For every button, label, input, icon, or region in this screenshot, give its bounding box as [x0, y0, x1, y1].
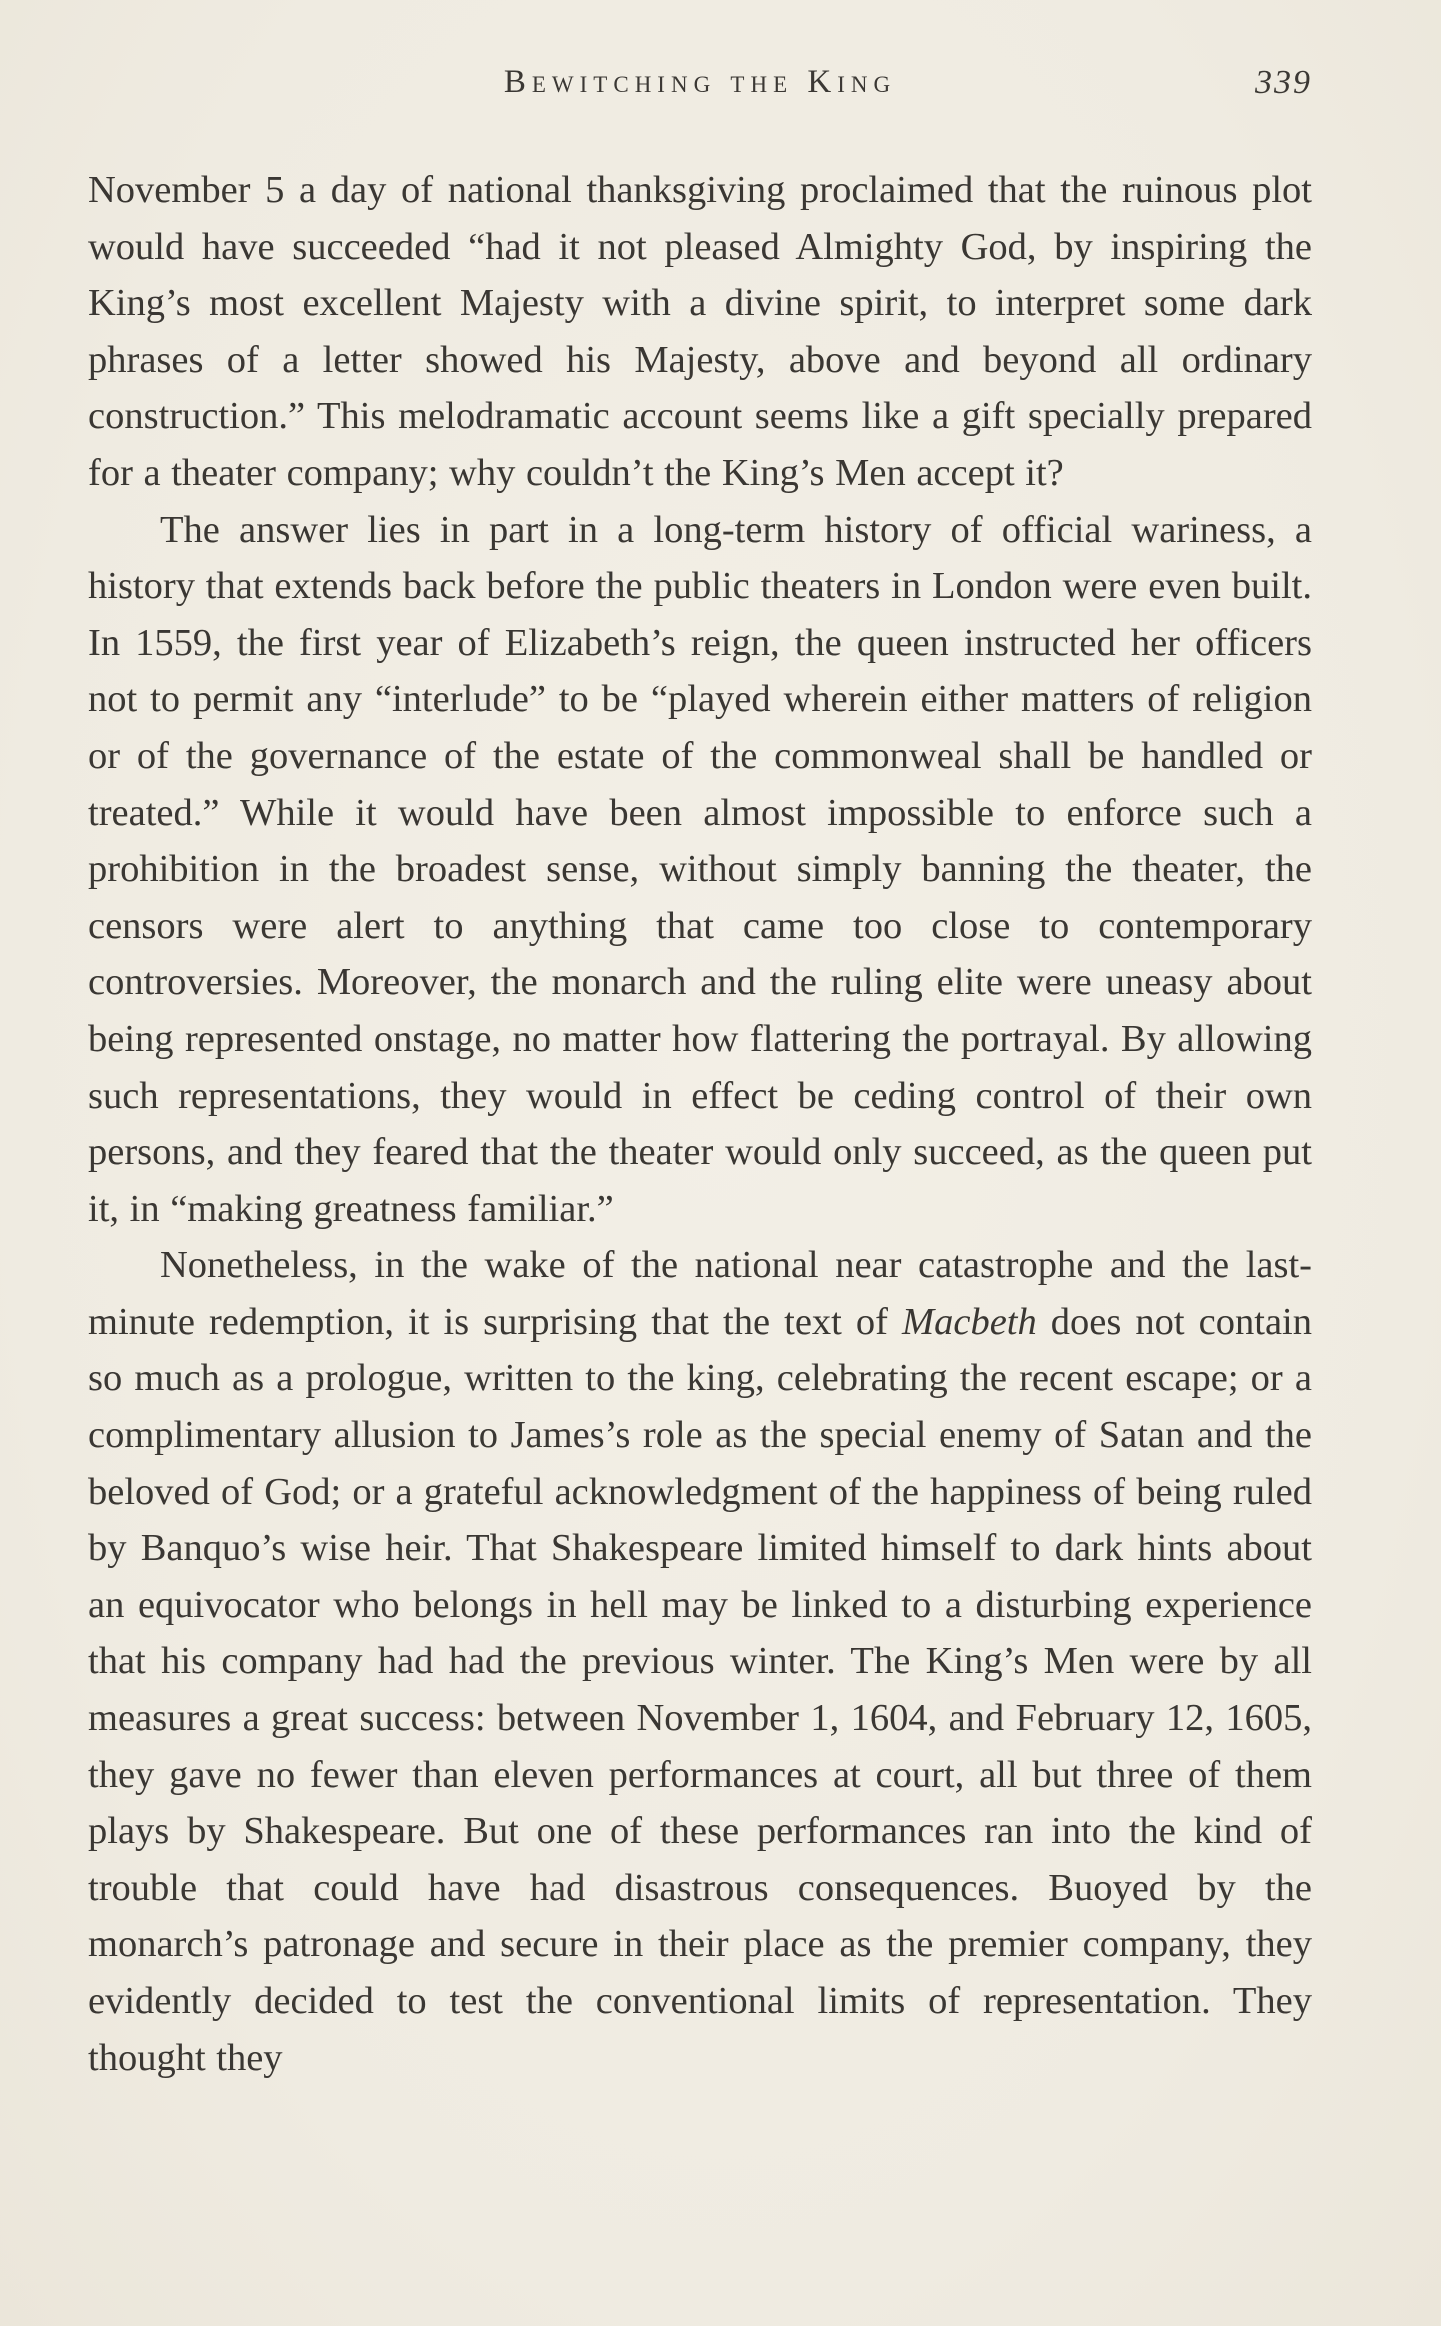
- body-text: [88, 162, 1312, 2086]
- paragraph-2: The answer lies in part in a long-term history of official wariness, a history that extends back before the public theaters in London were even built. In 1559, the first year of Elizabeth’s reign, the queen instructed her officers not to permit any “interlude” to be “played wherein either matters of religion or of the governance of the estate of the commonweal shall be handled or treated.” While it would have been almost impossible to enforce such a prohibition in the broadest sense, without simply banning the theater, the censors were alert to anything that came too close to contemporary controversies. Moreover, the monarch and the ruling elite were uneasy about being represented onstage, no matter how flattering the portrayal. By allowing such representations, they would in effect be ceding control of their own persons, and they feared that the theater would only succeed, as the queen put it, in “making greatness familiar.”: [88, 508, 1312, 1230]
- paragraph-3-text-after: does not contain so much as a prologue, written to the king, celebrating the recent escape; or a complimentary allusion to James’s role as the special enemy of Satan and the beloved of God; or a grateful acknowledgment of the happiness of being ruled by Banquo’s wise heir. That Shakespeare limited himself to dark hints about an equivocator who belongs in hell may be linked to a disturbing experience that his company had had the previous winter. The King’s Men were by all measures a great success: between November 1, 1604, and February 12, 1605, they gave no fewer than eleven performances at court, all but three of them plays by Shakespeare. But one of these performances ran into the kind of trouble that could have had disastrous consequences. Buoyed by the monarch’s patronage and secure in their place as the premier company, they evidently decided to test the conventional limits of representation. They thought they: [88, 1300, 1313, 2079]
- running-head: [88, 64, 1312, 114]
- play-title-macbeth: Macbeth: [902, 1300, 1037, 1343]
- page-number: 339: [1255, 64, 1312, 101]
- running-title: Bewitching the King: [503, 64, 897, 100]
- paragraph-3-text-before: Nonetheless, in the wake of the national near catastrophe and the last-minute redemption, it is surprising that the text of: [88, 1244, 1312, 1343]
- paragraph-3: [88, 1237, 1312, 2086]
- paragraph-1: November 5 a day of national thanksgiving proclaimed that the ruinous plot would have succeeded “had it not pleased Almighty God, by inspiring the King’s most excellent Majesty with a divine spirit, to interpret some dark phrases of a letter showed his Majesty, above and beyond all ordinary construction.” This melodramatic account seems like a gift specially prepared for a theater company; why couldn’t the King’s Men accept it?: [88, 169, 1312, 494]
